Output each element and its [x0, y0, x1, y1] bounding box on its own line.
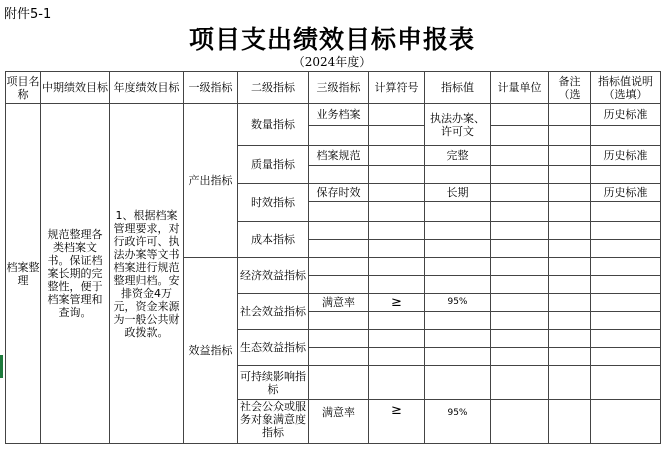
- level2-quality-cell[interactable]: 质量指标: [238, 146, 309, 184]
- empty-cell[interactable]: [491, 202, 549, 222]
- empty-cell[interactable]: [425, 348, 491, 366]
- empty-cell[interactable]: [549, 276, 591, 294]
- empty-cell[interactable]: [369, 166, 425, 184]
- empty-cell[interactable]: [549, 222, 591, 240]
- satisfaction-level3-cell[interactable]: 满意率: [309, 400, 369, 444]
- empty-cell[interactable]: [549, 240, 591, 258]
- quantity-level3-cell[interactable]: 业务档案: [309, 104, 369, 126]
- quality-unit-cell[interactable]: [491, 146, 549, 166]
- row-selection-marker: [0, 355, 3, 378]
- empty-cell[interactable]: [309, 258, 369, 276]
- timeliness-symbol-cell[interactable]: [369, 184, 425, 202]
- empty-cell[interactable]: [369, 258, 425, 276]
- empty-cell[interactable]: [491, 240, 549, 258]
- empty-cell[interactable]: [591, 366, 661, 400]
- empty-cell[interactable]: [369, 222, 425, 240]
- quantity-unit-cell[interactable]: [491, 104, 549, 126]
- satisfaction-symbol-cell[interactable]: ≥: [369, 400, 425, 444]
- empty-cell[interactable]: [549, 348, 591, 366]
- level2-ecological-cell[interactable]: 生态效益指标: [238, 330, 309, 366]
- empty-cell[interactable]: [491, 366, 549, 400]
- empty-cell[interactable]: [309, 202, 369, 222]
- empty-cell[interactable]: [491, 166, 549, 184]
- timeliness-remark-cell[interactable]: [549, 184, 591, 202]
- empty-cell[interactable]: [591, 258, 661, 276]
- empty-cell[interactable]: [369, 366, 425, 400]
- level2-timeliness-cell[interactable]: 时效指标: [238, 184, 309, 222]
- level2-economic-cell[interactable]: 经济效益指标: [238, 258, 309, 294]
- quality-value-cell[interactable]: 完整: [425, 146, 491, 166]
- empty-cell[interactable]: [425, 240, 491, 258]
- social-unit-cell[interactable]: [491, 294, 549, 312]
- quality-remark-cell[interactable]: [549, 146, 591, 166]
- timeliness-note-cell[interactable]: 历史标准: [591, 184, 661, 202]
- social-symbol-cell[interactable]: ≥: [369, 294, 425, 312]
- empty-cell[interactable]: [491, 330, 549, 348]
- header-annual-goal: 年度绩效目标: [110, 72, 184, 104]
- quantity-symbol-cell[interactable]: [369, 104, 425, 126]
- empty-cell[interactable]: [309, 348, 369, 366]
- level1-output-cell[interactable]: 产出指标: [184, 104, 238, 258]
- empty-cell[interactable]: [369, 240, 425, 258]
- project-name-cell[interactable]: 档案整理: [6, 104, 41, 444]
- header-remark: 备注（选: [549, 72, 591, 104]
- header-project-name: 项目名称: [6, 72, 41, 104]
- quality-symbol-cell[interactable]: [369, 146, 425, 166]
- empty-cell[interactable]: [369, 126, 425, 146]
- table-row: [6, 104, 661, 126]
- satisfaction-note-cell[interactable]: [591, 400, 661, 444]
- empty-cell[interactable]: [591, 126, 661, 146]
- header-level1: 一级指标: [184, 72, 238, 104]
- empty-cell[interactable]: [309, 330, 369, 348]
- header-row: [6, 72, 661, 104]
- empty-cell[interactable]: [425, 202, 491, 222]
- empty-cell[interactable]: [309, 312, 369, 330]
- page-title: 项目支出绩效目标申报表: [188, 25, 475, 54]
- social-value-cell[interactable]: 95%: [425, 294, 491, 312]
- empty-cell[interactable]: [425, 222, 491, 240]
- satisfaction-value-cell[interactable]: 95%: [425, 400, 491, 444]
- empty-cell[interactable]: [591, 222, 661, 240]
- annual-goal-cell[interactable]: 1、根据档案管理要求，对行政许可、执法办案等文书档案进行规范整理归档。安排资金4万元，资金来源为一般公共财政拨款。: [110, 104, 184, 444]
- empty-cell[interactable]: [491, 348, 549, 366]
- empty-cell[interactable]: [425, 166, 491, 184]
- header-unit: 计量单位: [491, 72, 549, 104]
- empty-cell[interactable]: [591, 330, 661, 348]
- empty-cell[interactable]: [591, 276, 661, 294]
- performance-table: [5, 71, 661, 444]
- empty-cell[interactable]: [491, 312, 549, 330]
- empty-cell[interactable]: [549, 166, 591, 184]
- empty-cell[interactable]: [549, 258, 591, 276]
- satisfaction-unit-cell[interactable]: [491, 400, 549, 444]
- empty-cell[interactable]: [309, 126, 369, 146]
- timeliness-level3-cell[interactable]: 保存时效: [309, 184, 369, 202]
- level2-sustainable-cell[interactable]: 可持续影响指标: [238, 366, 309, 400]
- level1-benefit-cell[interactable]: 效益指标: [184, 258, 238, 444]
- empty-cell[interactable]: [491, 222, 549, 240]
- header-symbol: 计算符号: [369, 72, 425, 104]
- header-mid-term-goal: 中期绩效目标: [41, 72, 110, 104]
- empty-cell[interactable]: [591, 202, 661, 222]
- satisfaction-remark-cell[interactable]: [549, 400, 591, 444]
- empty-cell[interactable]: [491, 258, 549, 276]
- empty-cell[interactable]: [309, 276, 369, 294]
- quantity-note-cell[interactable]: 历史标准: [591, 104, 661, 126]
- empty-cell[interactable]: [309, 366, 369, 400]
- empty-cell[interactable]: [309, 166, 369, 184]
- level2-social-cell[interactable]: 社会效益指标: [238, 294, 309, 330]
- empty-cell[interactable]: [369, 312, 425, 330]
- quantity-value-cell[interactable]: 执法办案、许可文: [425, 104, 491, 146]
- empty-cell[interactable]: [369, 202, 425, 222]
- empty-cell[interactable]: [425, 330, 491, 348]
- social-note-cell[interactable]: [591, 294, 661, 312]
- empty-cell[interactable]: [591, 166, 661, 184]
- empty-cell[interactable]: [549, 312, 591, 330]
- empty-cell[interactable]: [491, 126, 549, 146]
- empty-cell[interactable]: [591, 348, 661, 366]
- timeliness-value-cell[interactable]: 长期: [425, 184, 491, 202]
- empty-cell[interactable]: [549, 366, 591, 400]
- empty-cell[interactable]: [369, 348, 425, 366]
- empty-cell[interactable]: [549, 126, 591, 146]
- level2-quantity-cell[interactable]: 数量指标: [238, 104, 309, 146]
- empty-cell[interactable]: [491, 276, 549, 294]
- year-label: （2024年度）: [292, 55, 372, 69]
- header-level2: 二级指标: [238, 72, 309, 104]
- header-value: 指标值: [425, 72, 491, 104]
- empty-cell[interactable]: [369, 276, 425, 294]
- empty-cell[interactable]: [425, 366, 491, 400]
- quality-note-cell[interactable]: 历史标准: [591, 146, 661, 166]
- social-remark-cell[interactable]: [549, 294, 591, 312]
- empty-cell[interactable]: [425, 276, 491, 294]
- timeliness-unit-cell[interactable]: [491, 184, 549, 202]
- empty-cell[interactable]: [425, 312, 491, 330]
- level2-satisfaction-cell[interactable]: 社会公众或服务对象满意度指标: [238, 400, 309, 444]
- header-level3: 三级指标: [309, 72, 369, 104]
- empty-cell[interactable]: [591, 312, 661, 330]
- empty-cell[interactable]: [369, 330, 425, 348]
- social-level3-cell[interactable]: 满意率: [309, 294, 369, 312]
- empty-cell[interactable]: [425, 258, 491, 276]
- empty-cell[interactable]: [309, 240, 369, 258]
- empty-cell[interactable]: [549, 330, 591, 348]
- quantity-remark-cell[interactable]: [549, 104, 591, 126]
- empty-cell[interactable]: [591, 240, 661, 258]
- empty-cell[interactable]: [309, 222, 369, 240]
- quality-level3-cell[interactable]: 档案规范: [309, 146, 369, 166]
- attachment-label: 附件5-1: [4, 7, 52, 22]
- level2-cost-cell[interactable]: 成本指标: [238, 222, 309, 258]
- header-value-note: 指标值说明（选填）: [591, 72, 661, 104]
- empty-cell[interactable]: [549, 202, 591, 222]
- mid-term-goal-cell[interactable]: 规范整理各类档案文书。保证档案长期的完整性，便于档案管理和查询。: [41, 104, 110, 444]
